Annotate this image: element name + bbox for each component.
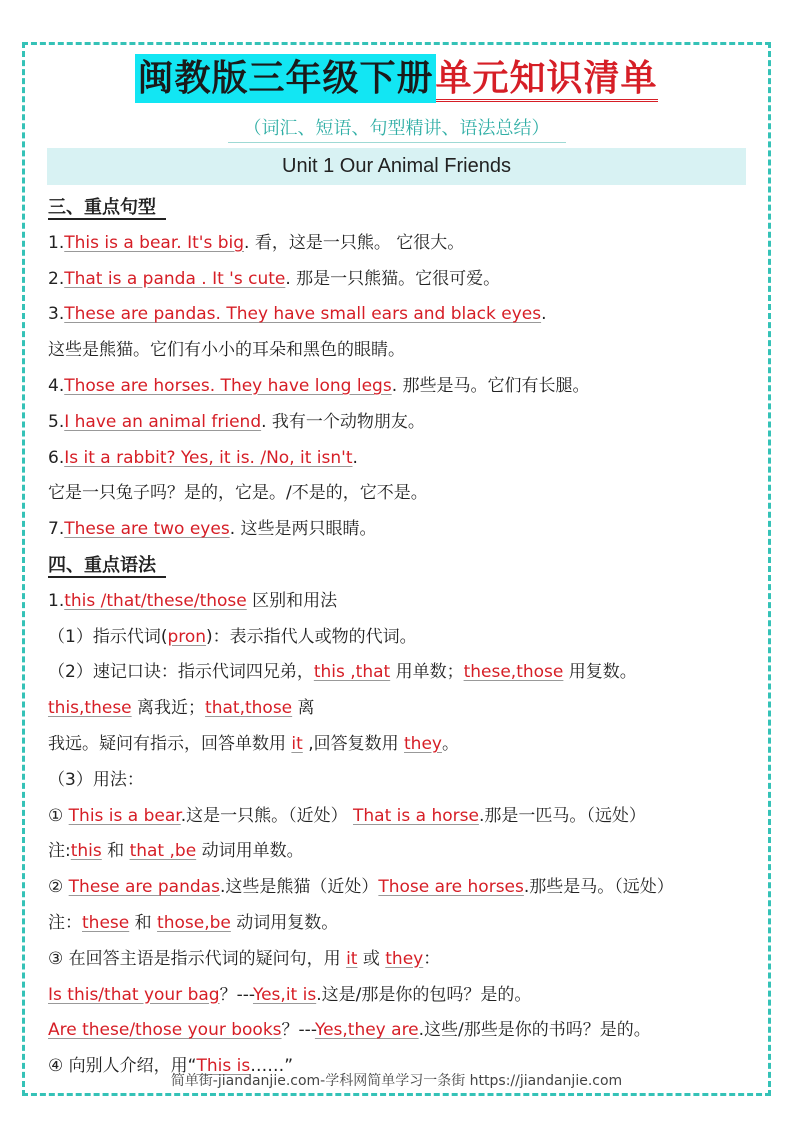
grammar-6: （3）用法： <box>48 769 144 790</box>
english: this,these <box>48 698 132 719</box>
grammar-7 <box>48 799 758 835</box>
num: 5. <box>48 411 65 432</box>
text: 动词用复数。 <box>230 912 339 933</box>
text: .这是/那是你的包吗？是的。 <box>316 984 532 1005</box>
sentence-1 <box>48 226 758 262</box>
sentence-7 <box>48 512 758 548</box>
heading-text: 三、重点句型 <box>48 197 166 220</box>
text: 用复数。 <box>563 662 637 683</box>
text: ② <box>48 877 69 898</box>
english: that,those <box>205 698 293 719</box>
text: ？--- <box>281 1020 315 1041</box>
text: ① <box>48 805 69 826</box>
english: this <box>70 841 102 862</box>
english: they <box>404 733 442 754</box>
chinese: . 那是一只熊猫。它很可爱。 <box>285 268 501 289</box>
english: Is it a rabbit? Yes, it is. /No, it isn't <box>64 447 353 468</box>
english: it <box>346 948 358 969</box>
text: 用单数； <box>390 662 464 683</box>
text: （2）速记口诀：指示代词四兄弟， <box>48 662 314 683</box>
grammar-10 <box>48 906 758 942</box>
text: 离我近； <box>131 698 206 719</box>
text: 动词用单数。 <box>196 841 304 862</box>
text: ： <box>423 948 441 969</box>
text: 。 <box>441 733 459 754</box>
subtitle-text: （词汇、短语、句型精讲、语法总结） <box>228 114 566 143</box>
text: 注: <box>48 841 71 862</box>
title-highlight: 闽教版三年级下册 <box>135 54 435 103</box>
text: .这些/那些是你的书吗？是的。 <box>418 1020 651 1041</box>
text: ……” <box>250 1056 293 1077</box>
text: ③ 在回答主语是指示代词的疑问句，用 <box>48 948 347 969</box>
sentence-5 <box>48 405 758 441</box>
num: 7. <box>48 519 65 540</box>
text: 和 <box>101 841 130 862</box>
title-red: 单元知识清单 <box>436 58 658 102</box>
sentence-4 <box>48 369 758 405</box>
text: 我远。疑问有指示，回答单数用 <box>48 733 292 754</box>
heading-text: 四、重点语法 <box>48 555 166 578</box>
section-heading-sentences <box>48 190 758 226</box>
text: 注： <box>48 912 82 933</box>
english: this /that/these/those <box>64 590 247 611</box>
english: Are these/those your books <box>48 1020 282 1041</box>
chinese: . 看，这是一只熊。 它很大。 <box>244 232 465 253</box>
unit-title-bar: Unit 1 Our Animal Friends <box>47 148 746 185</box>
english: Those are horses. They have long legs <box>64 375 392 396</box>
text: 离 <box>292 698 315 719</box>
chinese: . 我有一个动物朋友。 <box>261 411 425 432</box>
num: 3. <box>48 304 65 325</box>
english: Yes,they are <box>314 1020 419 1041</box>
text: 或 <box>357 948 386 969</box>
english: Yes,it is <box>252 984 317 1005</box>
english: they <box>385 948 424 969</box>
text: .那些是马。（远处） <box>523 877 674 898</box>
grammar-8 <box>48 834 758 870</box>
english: This is a bear. It's big <box>64 232 245 253</box>
english: Those are horses <box>378 877 524 898</box>
num: 4. <box>48 375 65 396</box>
num: 1. <box>48 590 65 611</box>
english: That is a horse <box>353 805 479 826</box>
num: 2. <box>48 268 65 289</box>
english: this ,that <box>313 662 391 683</box>
text: .这是一只熊。（近处） <box>180 805 354 826</box>
english: those,be <box>157 912 231 933</box>
page-title <box>0 50 793 101</box>
text: ,回答复数用 <box>302 733 405 754</box>
sentence-6 <box>48 441 758 477</box>
grammar-2 <box>48 620 758 656</box>
grammar-12 <box>48 978 758 1014</box>
english: these <box>82 912 130 933</box>
english: This is <box>196 1056 251 1077</box>
english: This is a bear <box>68 805 181 826</box>
english: pron <box>167 626 207 647</box>
sentence-3 <box>48 297 758 333</box>
english: these,those <box>463 662 564 683</box>
grammar-11 <box>48 942 758 978</box>
english: That is a panda . It 's cute <box>64 268 286 289</box>
chinese: . <box>352 447 358 468</box>
chinese: . 这些是两只眼睛。 <box>229 519 377 540</box>
english: These are two eyes <box>64 519 230 540</box>
grammar-1 <box>48 584 758 620</box>
text: ④ 向别人介绍，用“ <box>48 1056 197 1077</box>
english: These are pandas <box>68 877 220 898</box>
chinese: . 那些是马。它们有长腿。 <box>391 375 590 396</box>
english: These are pandas. They have small ears and black eyes <box>64 304 542 325</box>
num: 1. <box>48 232 65 253</box>
grammar-4 <box>48 691 758 727</box>
sentence-6-translation: 它是一只兔子吗？是的，它是。/不是的，它不是。 <box>48 483 428 504</box>
grammar-9 <box>48 870 758 906</box>
text: ？--- <box>219 984 253 1005</box>
text: )：表示指代人或物的代词。 <box>206 626 417 647</box>
text: .那是一匹马。（远处） <box>478 805 646 826</box>
english: that ,be <box>129 841 197 862</box>
sentence-2 <box>48 262 758 298</box>
text: 和 <box>129 912 158 933</box>
chinese: 区别和用法 <box>246 590 338 611</box>
footer-watermark: 简单街-jiandanjie.com-学科网简单学习一条街 https://jiandanjie.com <box>170 1073 623 1089</box>
grammar-13 <box>48 1013 758 1049</box>
text: .这些是熊猫（近处） <box>219 877 379 898</box>
sentence-3-translation: 这些是熊猫。它们有小小的耳朵和黑色的眼睛。 <box>48 340 405 361</box>
english: it <box>291 733 303 754</box>
content-body <box>48 190 758 1085</box>
num: 6. <box>48 447 65 468</box>
grammar-3 <box>48 655 758 691</box>
subtitle <box>0 114 793 143</box>
text: （1）指示代词( <box>48 626 168 647</box>
grammar-5 <box>48 727 758 763</box>
section-heading-grammar <box>48 548 758 584</box>
chinese: . <box>541 304 547 325</box>
english: I have an animal friend <box>64 411 262 432</box>
english: Is this/that your bag <box>48 984 220 1005</box>
